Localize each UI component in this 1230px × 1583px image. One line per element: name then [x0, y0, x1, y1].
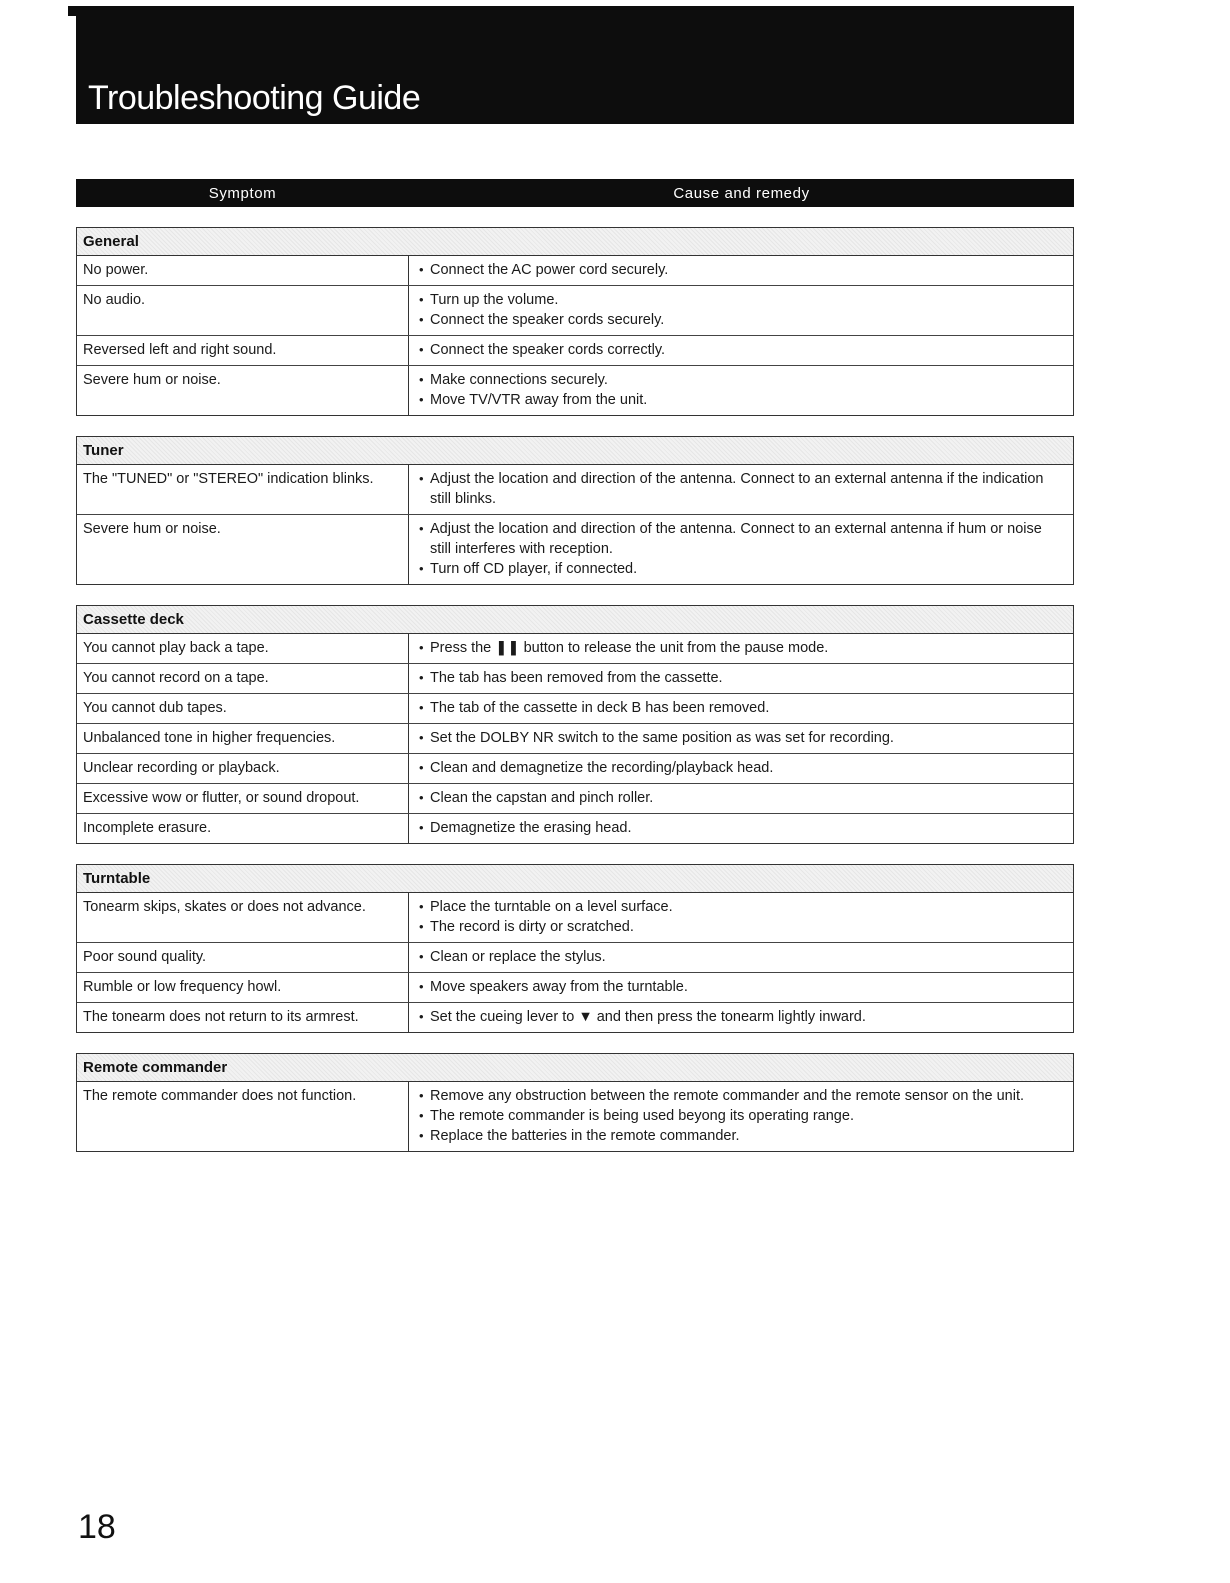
- remedy-item: • The record is dirty or scratched.: [419, 917, 1063, 937]
- section-title: Tuner: [83, 442, 124, 459]
- remedy-item: • Place the turntable on a level surface.: [419, 897, 1063, 917]
- symptom-cell: Severe hum or noise.: [77, 366, 409, 415]
- cause-cell: [409, 893, 1073, 942]
- symptom-cell: Severe hum or noise.: [77, 515, 409, 584]
- section-tuner: [76, 436, 1074, 585]
- table-row: [77, 664, 1073, 694]
- cause-cell: [409, 664, 1073, 693]
- symptom-cell: You cannot play back a tape.: [77, 634, 409, 663]
- cause-cell: [409, 634, 1073, 663]
- section-header: [77, 1054, 1073, 1082]
- cause-cell: [409, 943, 1073, 972]
- cause-cell: [409, 694, 1073, 723]
- section-header: [77, 228, 1073, 256]
- symptom-cell: Tonearm skips, skates or does not advance.: [77, 893, 409, 942]
- symptom-cell: You cannot dub tapes.: [77, 694, 409, 723]
- symptom-cell: Rumble or low frequency howl.: [77, 973, 409, 1002]
- section-header: [77, 437, 1073, 465]
- table-row: [77, 893, 1073, 943]
- cause-cell: [409, 256, 1073, 285]
- cause-cell: [409, 814, 1073, 843]
- remedy-item: • Set the cueing lever to ▼ and then press the tonearm lightly inward.: [419, 1007, 1063, 1027]
- cause-cell: [409, 336, 1073, 365]
- remedy-item: • The tab has been removed from the cassette.: [419, 668, 1063, 688]
- section-turntable: [76, 864, 1074, 1033]
- symptom-cell: The remote commander does not function.: [77, 1082, 409, 1151]
- cause-column-header: Cause and remedy: [673, 184, 810, 202]
- remedy-item: • Remove any obstruction between the remote commander and the remote sensor on the unit.: [419, 1086, 1063, 1106]
- remedy-item: • Turn off CD player, if connected.: [419, 559, 1063, 579]
- symptom-cell: Reversed left and right sound.: [77, 336, 409, 365]
- symptom-cell: Poor sound quality.: [77, 943, 409, 972]
- troubleshooting-table: [76, 227, 1074, 1172]
- remedy-item: • The remote commander is being used beyong its operating range.: [419, 1106, 1063, 1126]
- symptom-cell: Incomplete erasure.: [77, 814, 409, 843]
- symptom-cell: The tonearm does not return to its armrest.: [77, 1003, 409, 1032]
- remedy-item: • Replace the batteries in the remote commander.: [419, 1126, 1063, 1146]
- remedy-item: • Clean and demagnetize the recording/playback head.: [419, 758, 1063, 778]
- cause-cell: [409, 973, 1073, 1002]
- remedy-item: • Press the ❚❚ button to release the unit from the pause mode.: [419, 638, 1063, 658]
- cause-cell: [409, 784, 1073, 813]
- remedy-item: • Demagnetize the erasing head.: [419, 818, 1063, 838]
- table-row: [77, 515, 1073, 584]
- table-row: [77, 1082, 1073, 1151]
- remedy-item: • Adjust the location and direction of the antenna. Connect to an external antenna if the indication still blinks.: [419, 469, 1063, 509]
- page-number: 18: [78, 1508, 116, 1546]
- symptom-cell: Excessive wow or flutter, or sound dropout.: [77, 784, 409, 813]
- table-row: [77, 754, 1073, 784]
- section-title: Remote commander: [83, 1059, 228, 1076]
- remedy-item: • Clean the capstan and pinch roller.: [419, 788, 1063, 808]
- remedy-item: • Set the DOLBY NR switch to the same position as was set for recording.: [419, 728, 1063, 748]
- remedy-item: • Connect the AC power cord securely.: [419, 260, 1063, 280]
- section-cassette-deck: [76, 605, 1074, 844]
- title-bar: [76, 16, 1074, 124]
- table-row: [77, 694, 1073, 724]
- section-remote-commander: [76, 1053, 1074, 1152]
- remedy-item: • Connect the speaker cords securely.: [419, 310, 1063, 330]
- section-header: [77, 606, 1073, 634]
- cause-cell: [409, 754, 1073, 783]
- symptom-cell: You cannot record on a tape.: [77, 664, 409, 693]
- table-row: [77, 256, 1073, 286]
- cause-cell: [409, 286, 1073, 335]
- cause-cell: [409, 366, 1073, 415]
- symptom-cell: No audio.: [77, 286, 409, 335]
- table-row: [77, 1003, 1073, 1032]
- table-row: [77, 784, 1073, 814]
- section-header: [77, 865, 1073, 893]
- column-header: [76, 179, 1074, 207]
- remedy-item: • The tab of the cassette in deck B has been removed.: [419, 698, 1063, 718]
- cause-cell: [409, 1082, 1073, 1151]
- page-title: Troubleshooting Guide: [88, 79, 421, 117]
- table-row: [77, 465, 1073, 515]
- remedy-item: • Connect the speaker cords correctly.: [419, 340, 1063, 360]
- table-row: [77, 634, 1073, 664]
- symptom-cell: Unclear recording or playback.: [77, 754, 409, 783]
- remedy-item: • Clean or replace the stylus.: [419, 947, 1063, 967]
- section-title: Cassette deck: [83, 611, 184, 628]
- section-general: [76, 227, 1074, 416]
- title-bar-top-rule: [68, 6, 1074, 16]
- symptom-cell: Unbalanced tone in higher frequencies.: [77, 724, 409, 753]
- table-row: [77, 943, 1073, 973]
- table-row: [77, 286, 1073, 336]
- table-row: [77, 814, 1073, 843]
- cause-cell: [409, 515, 1073, 584]
- remedy-item: • Adjust the location and direction of the antenna. Connect to an external antenna if hum or noise still interferes with reception.: [419, 519, 1063, 559]
- remedy-item: • Move speakers away from the turntable.: [419, 977, 1063, 997]
- table-row: [77, 366, 1073, 415]
- section-title: Turntable: [83, 870, 151, 887]
- cause-cell: [409, 1003, 1073, 1032]
- cause-cell: [409, 465, 1073, 514]
- remedy-item: • Turn up the volume.: [419, 290, 1063, 310]
- cause-cell: [409, 724, 1073, 753]
- table-row: [77, 336, 1073, 366]
- table-row: [77, 973, 1073, 1003]
- remedy-item: • Move TV/VTR away from the unit.: [419, 390, 1063, 410]
- symptom-column-header: Symptom: [208, 184, 277, 202]
- section-title: General: [83, 233, 139, 250]
- table-row: [77, 724, 1073, 754]
- remedy-item: • Make connections securely.: [419, 370, 1063, 390]
- symptom-cell: No power.: [77, 256, 409, 285]
- symptom-cell: The "TUNED" or "STEREO" indication blinks.: [77, 465, 409, 514]
